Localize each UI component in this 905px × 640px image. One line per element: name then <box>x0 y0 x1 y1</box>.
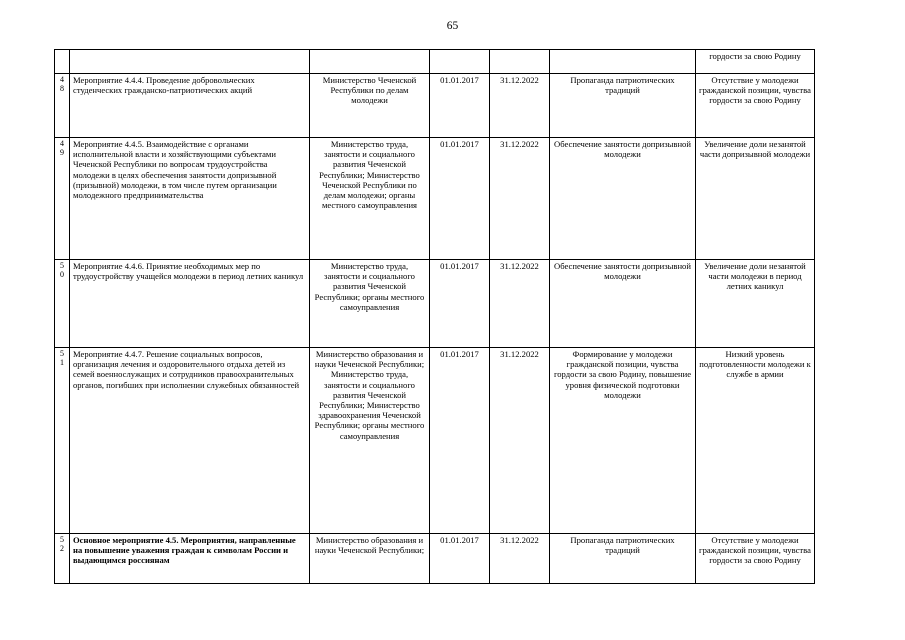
event-start-date: 01.01.2017 <box>430 260 490 348</box>
event-indicator: Увеличение доли незанятой части допризывной молодежи <box>696 138 815 260</box>
event-end-date: 31.12.2022 <box>490 74 550 138</box>
event-indicator: Увеличение доли незанятой части молодежи в период летних каникул <box>696 260 815 348</box>
row-number: 5 0 <box>55 260 70 348</box>
event-indicator: Отсутствие у молодежи гражданской позиции, чувства гордости за свою Родину <box>696 74 815 138</box>
page-number: 65 <box>446 20 459 32</box>
event-result: Обеспечение занятости допризывной молодежи <box>550 138 696 260</box>
event-name: Мероприятие 4.4.7. Решение социальных вопросов, организация лечения и оздоровительного отдыха детей из семей военнослужащих и сотрудников правоохранительных органов, погибших при исполнении служебных обязанностей <box>70 348 310 534</box>
event-executor <box>310 50 430 74</box>
event-executor: Министерство труда, занятости и социального развития Чеченской Республики; Министерство Чеченской Республики по делам молодежи; органы местного самоуправления <box>310 138 430 260</box>
events-table <box>54 49 815 584</box>
event-name: Мероприятие 4.4.5. Взаимодействие с органами исполнительной власти и хозяйствующими субъектами Чеченской Республики по вопросам трудоустройства молодежи в целях обеспечения занятости допризывной (призывной) молодежи, в том числе путем организации молодежного предпринимательства <box>70 138 310 260</box>
event-result: Обеспечение занятости допризывной молодежи <box>550 260 696 348</box>
event-executor: Министерство Чеченской Республики по делам молодежи <box>310 74 430 138</box>
row-number: 5 1 <box>55 348 70 534</box>
table-row <box>55 260 815 348</box>
event-indicator: Низкий уровень подготовленности молодежи к службе в армии <box>696 348 815 534</box>
event-result: Пропаганда патриотических традиций <box>550 534 696 584</box>
row-number: 4 8 <box>55 74 70 138</box>
event-end-date: 31.12.2022 <box>490 348 550 534</box>
event-start-date: 01.01.2017 <box>430 348 490 534</box>
event-executor: Министерство труда, занятости и социального развития Чеченской Республики; органы местного самоуправления <box>310 260 430 348</box>
event-start-date <box>430 50 490 74</box>
event-end-date: 31.12.2022 <box>490 260 550 348</box>
event-end-date <box>490 50 550 74</box>
event-end-date: 31.12.2022 <box>490 138 550 260</box>
row-number: 5 2 <box>55 534 70 584</box>
event-name: Мероприятие 4.4.4. Проведение добровольческих студенческих гражданско-патриотических акций <box>70 74 310 138</box>
row-number <box>55 50 70 74</box>
table-row <box>55 348 815 534</box>
event-start-date: 01.01.2017 <box>430 138 490 260</box>
event-indicator: Отсутствие у молодежи гражданской позиции, чувства гордости за свою Родину <box>696 534 815 584</box>
event-start-date: 01.01.2017 <box>430 74 490 138</box>
event-name: Мероприятие 4.4.6. Принятие необходимых мер по трудоустройству учащейся молодежи в период летних каникул <box>70 260 310 348</box>
table-row <box>55 534 815 584</box>
event-result: Пропаганда патриотических традиций <box>550 74 696 138</box>
event-name: Основное мероприятие 4.5. Мероприятия, направленные на повышение уважения граждан к символам России и выдающимся россиянам <box>70 534 310 584</box>
event-result <box>550 50 696 74</box>
event-result: Формирование у молодежи гражданской позиции, чувства гордости за свою Родину, повышение уровня физической подготовки молодежи <box>550 348 696 534</box>
table-row <box>55 50 815 74</box>
row-number: 4 9 <box>55 138 70 260</box>
event-indicator: гордости за свою Родину <box>696 50 815 74</box>
event-start-date: 01.01.2017 <box>430 534 490 584</box>
event-executor: Министерство образования и науки Чеченской Республики; <box>310 534 430 584</box>
event-name <box>70 50 310 74</box>
table-row <box>55 138 815 260</box>
event-executor: Министерство образования и науки Чеченской Республики; Министерство труда, занятости и социального развития Чеченской Республики; Министерство здравоохранения Чеченской Республики; органы местного самоуправления <box>310 348 430 534</box>
event-end-date: 31.12.2022 <box>490 534 550 584</box>
table-row <box>55 74 815 138</box>
